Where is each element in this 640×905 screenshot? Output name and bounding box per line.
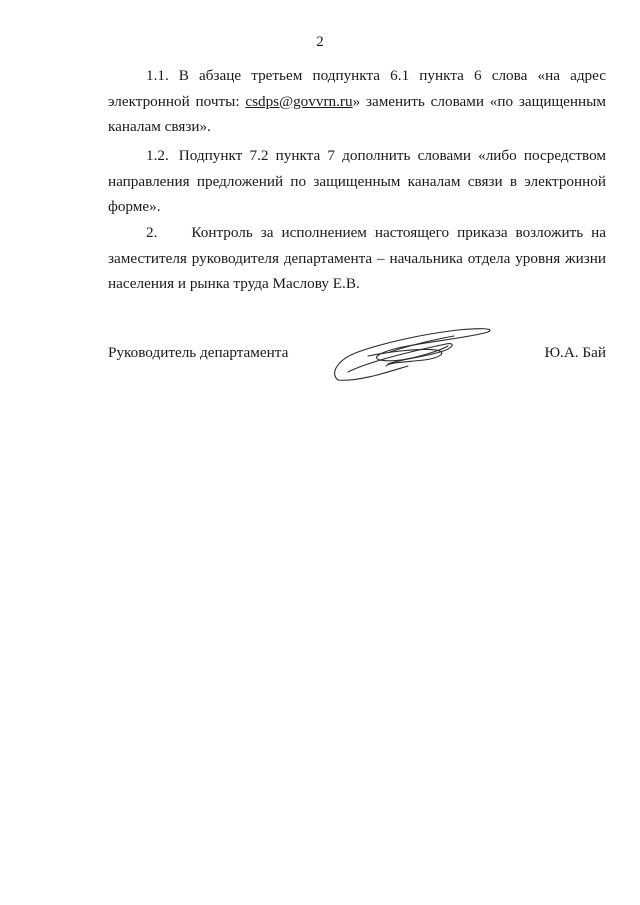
page-number: 2	[316, 34, 324, 50]
paragraph-text: В абзаце третьем подпункта 6.1 пункта 6 слова «на адрес электронной почты:	[108, 67, 606, 110]
paragraph-number: 1.1.	[146, 67, 169, 84]
paragraph-text: Подпункт 7.2 пункта 7 дополнить словами «либо посредством направления предложений по защищенным каналам связи в электронной форме».	[108, 147, 606, 215]
paragraph-number: 1.2.	[146, 147, 169, 164]
paragraph-1-1	[108, 63, 606, 140]
email-link[interactable]: csdps@govvrn.ru	[245, 92, 353, 110]
paragraph-text: Контроль за исполнением настоящего приказа возложить на заместителя руководителя департамента – начальника отдела уровня жизни населения и рынка труда Маслову Е.В.	[108, 224, 606, 292]
signatory-name: Ю.А. Бай	[544, 344, 606, 361]
signatory-title: Руководитель департамента	[108, 344, 289, 361]
paragraph-text: » заменить словами «по защищенным каналам связи».	[108, 92, 606, 135]
paragraph-1-2	[108, 143, 606, 220]
signature-block	[108, 330, 606, 390]
paragraph-number: 2.	[146, 224, 158, 241]
handwritten-signature	[328, 322, 498, 384]
paragraph-2	[108, 220, 606, 297]
